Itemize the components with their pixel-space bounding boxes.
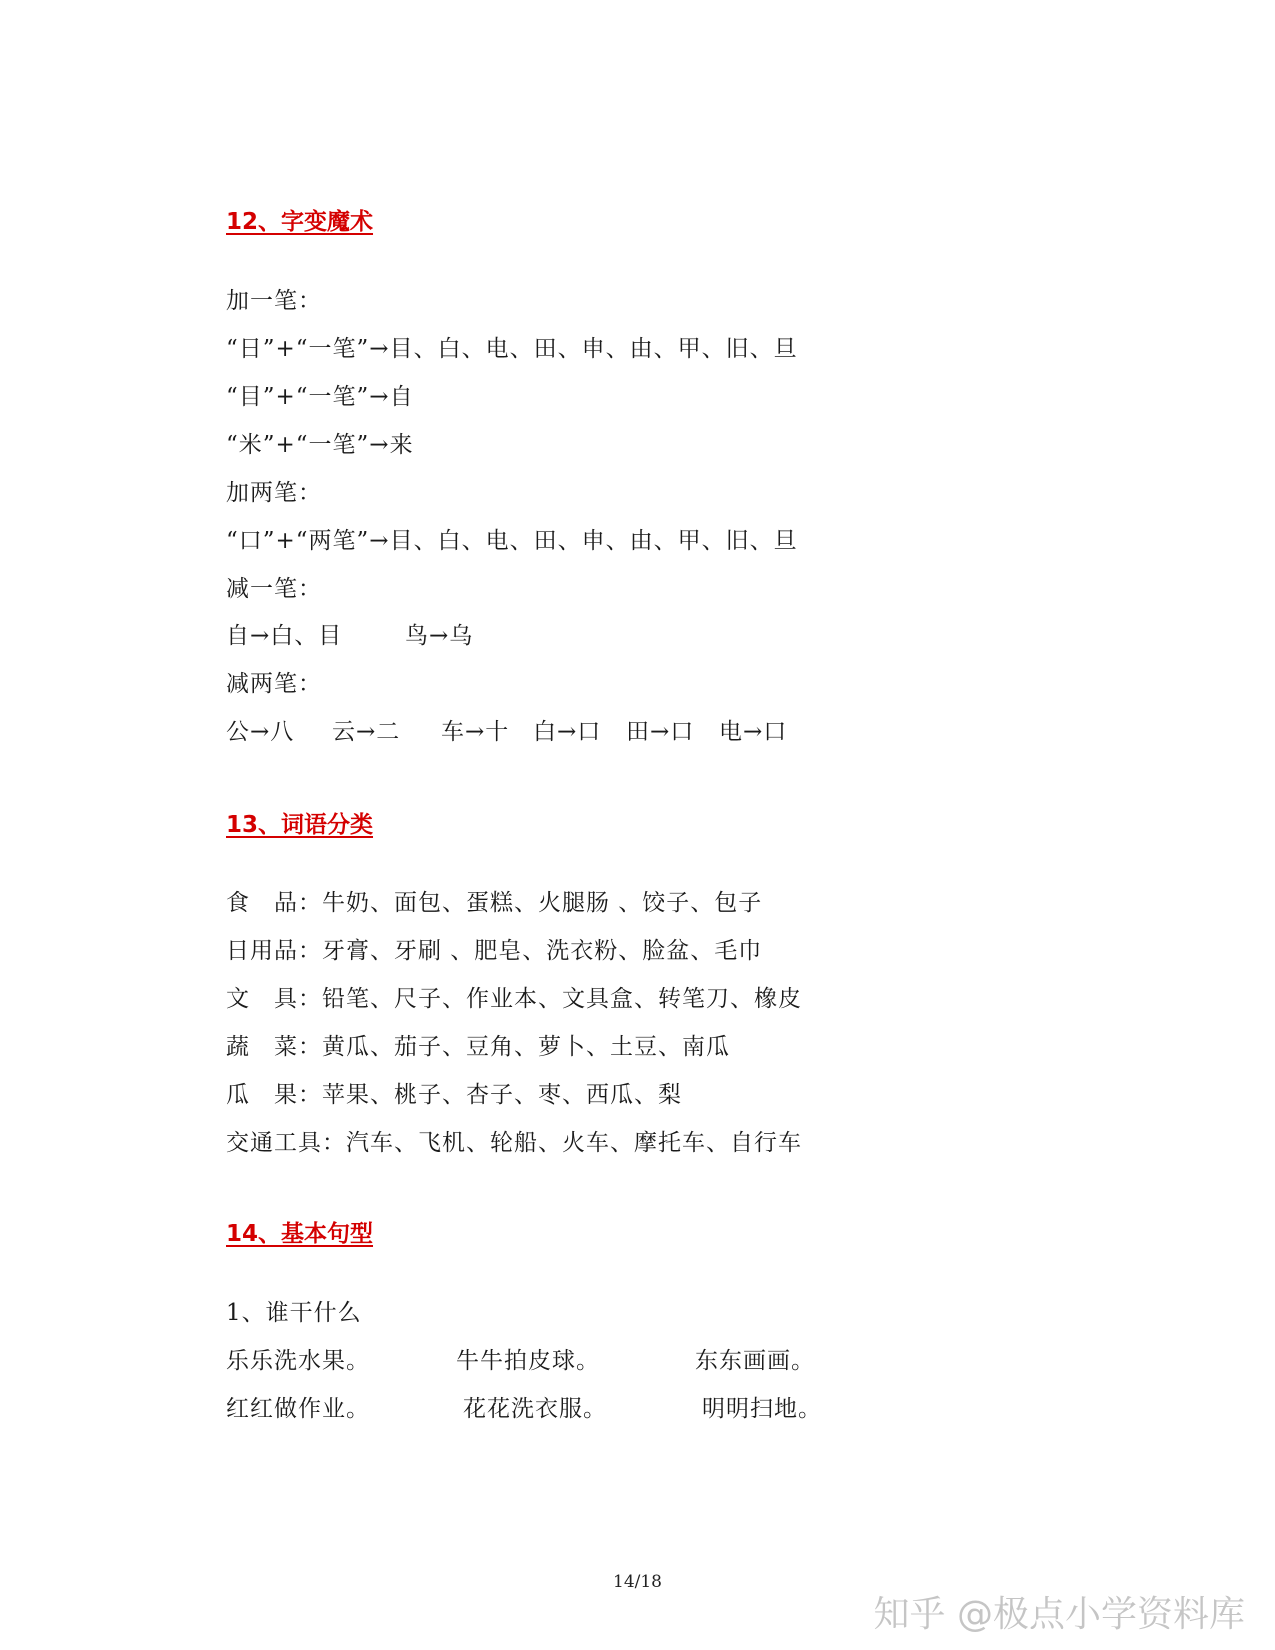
s12-line-minus-two-label: 减两笔： — [226, 671, 322, 697]
s12-minus-two-item: 车→十 — [441, 719, 510, 745]
s14-sentence: 牛牛拍皮球。 — [456, 1348, 600, 1374]
s12-minus-two-item: 公→八 — [226, 719, 295, 745]
s12-line-ri-add-one: “日”+“一笔”→目、白、电、田、申、由、甲、旧、旦 — [226, 336, 798, 362]
s12-line-kou-add-two: “口”+“两笔”→目、白、电、田、申、由、甲、旧、旦 — [226, 528, 798, 554]
page-number: 14/18 — [613, 1572, 662, 1592]
s12-line-add-two-label: 加两笔： — [226, 480, 322, 506]
s12-line-mi-add-one: “米”+“一笔”→来 — [226, 432, 414, 458]
s12-line-minus-one-label: 减一笔： — [226, 576, 322, 602]
s14-sentence: 明明扫地。 — [702, 1396, 822, 1422]
s14-sentence: 花花洗衣服。 — [463, 1396, 607, 1422]
s12-minus-two-item: 云→二 — [332, 719, 401, 745]
s13-line-fruits: 瓜 果：苹果、桃子、杏子、枣、西瓜、梨 — [226, 1082, 682, 1108]
s12-minus-one-item: 自→白、目 — [226, 623, 343, 649]
s14-sentence: 红红做作业。 — [226, 1396, 370, 1422]
s14-sentence: 乐乐洗水果。 — [226, 1348, 370, 1374]
section-13-title: 13、词语分类 — [226, 812, 374, 838]
s13-line-daily-goods: 日用品：牙膏、牙刷 、肥皂、洗衣粉、脸盆、毛巾 — [226, 938, 763, 964]
s12-minus-two-item: 田→口 — [626, 719, 695, 745]
s14-sentence: 东东画画。 — [695, 1348, 815, 1374]
s13-line-vegetables: 蔬 菜：黄瓜、茄子、豆角、萝卜、土豆、南瓜 — [226, 1034, 730, 1060]
s14-subtitle: 1、谁干什么 — [226, 1300, 362, 1326]
s12-line-mu-add-one: “目”+“一笔”→自 — [226, 384, 414, 410]
zhihu-watermark: 知乎 @极点小学资料库 — [873, 1594, 1245, 1635]
s13-line-stationery: 文 具：铅笔、尺子、作业本、文具盒、转笔刀、橡皮 — [226, 986, 802, 1012]
section-12-title: 12、字变魔术 — [226, 209, 374, 235]
s12-line-add-one-label: 加一笔： — [226, 288, 322, 314]
s13-line-transport: 交通工具：汽车、飞机、轮船、火车、摩托车、自行车 — [226, 1130, 802, 1156]
s12-minus-two-item: 白→口 — [533, 719, 602, 745]
section-14-title: 14、基本句型 — [226, 1221, 374, 1247]
s13-line-food: 食 品：牛奶、面包、蛋糕、火腿肠 、饺子、包子 — [226, 890, 763, 916]
s12-minus-one-item: 鸟→乌 — [405, 623, 474, 649]
s12-minus-two-item: 电→口 — [719, 719, 788, 745]
